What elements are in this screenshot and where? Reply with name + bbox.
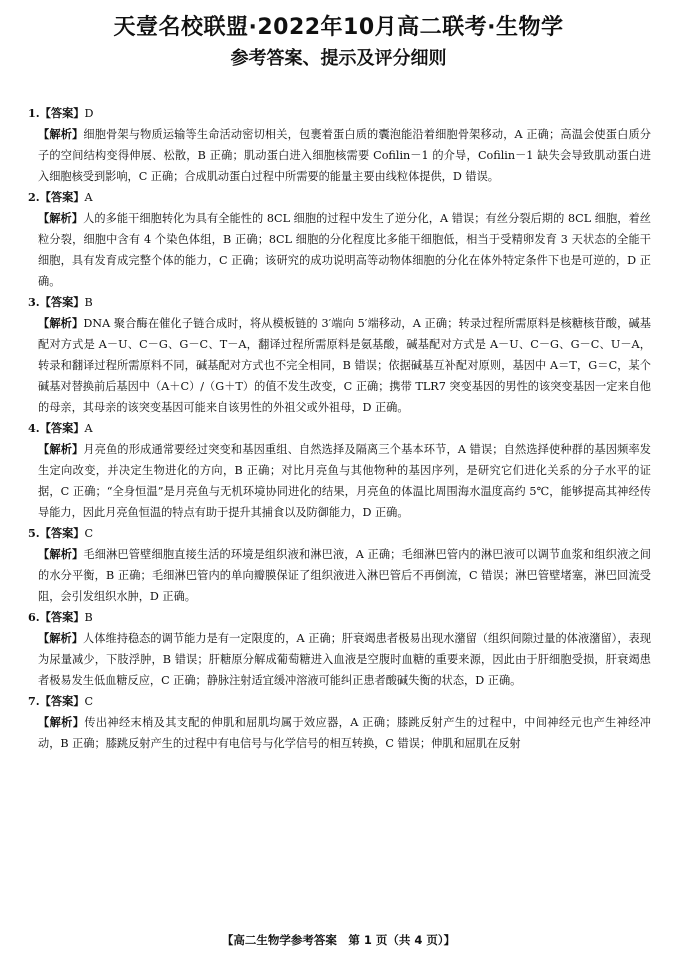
answer-tag: 【答案】	[39, 296, 85, 309]
answer-value: C	[84, 527, 94, 540]
question-number: 1.	[28, 106, 40, 120]
question-block	[28, 292, 651, 418]
answer-value: B	[84, 296, 93, 309]
answer-tag: 【答案】	[39, 107, 85, 120]
analysis-paragraph	[38, 124, 651, 187]
analysis-paragraph	[38, 712, 651, 754]
analysis-tag: 【解析】	[38, 548, 84, 561]
analysis-text: 细胞骨架与物质运输等生命活动密切相关，包裹着蛋白质的囊泡能沿着细胞骨架移动，A 正确；高温会使蛋白质分子的空间结构变得伸展、松散，B 正确；肌动蛋白进入细胞核需要 Cofilin－1 的介导，Cofilin－1 缺失会导致肌动蛋白进入细胞核受到影响，C 正确；合成肌动蛋白过程中所需要的能量主要由线粒体提供，D 错误。	[38, 128, 651, 183]
analysis-text: DNA 聚合酶在催化子链合成时，将从模板链的 3′端向 5′端移动，A 正确；转录过程所需原料是核糖核苷酸，碱基配对方式是 A－U、C－G、G－C、T－A，翻译过程所需原料是氨基酸，碱基配对方式是 A－U、C－G、G－C、U－A，转录和翻译过程所需原料不同，碱基配对方式也不完全相同，B 错误；依据碱基互补配对原则，基因中 A＝T，G＝C，某个碱基对替换前后基因中（A＋C）/（G＋T）的值不发生改变，C 正确；携带 TLR7 突变基因的男性的该突变基因一定来自他的母亲，其母亲的该突变基因可能来自该男性的外祖父或外祖母，D 正确。	[38, 317, 651, 414]
question-block	[28, 187, 651, 292]
answer-line	[28, 418, 651, 439]
analysis-text: 月亮鱼的形成通常要经过突变和基因重组、自然选择及隔离三个基本环节，A 错误；自然选择使种群的基因频率发生定向改变，并决定生物进化的方向，B 正确；对比月亮鱼与其他物种的基因序列，是研究它们进化关系的分子水平的证据，C 正确；“全身恒温”是月亮鱼与无机环境协同进化的结果，月亮鱼的体温比周围海水温度高约 5℃，能够提高其神经传导能力，因此月亮鱼恒温的特点有助于提升其捕食以及防御能力，D 正确。	[38, 443, 651, 519]
answer-tag: 【答案】	[39, 191, 85, 204]
analysis-paragraph	[38, 208, 651, 292]
answer-value: B	[84, 611, 93, 624]
question-number: 5.	[28, 526, 40, 540]
answer-line	[28, 691, 651, 712]
answer-line	[28, 103, 651, 124]
answers-content	[28, 103, 651, 754]
analysis-tag: 【解析】	[38, 212, 84, 225]
analysis-text: 毛细淋巴管壁细胞直接生活的环境是组织液和淋巴液，A 正确；毛细淋巴管内的淋巴液可以调节血浆和组织液之间的水分平衡，B 正确；毛细淋巴管内的单向瓣膜保证了组织液进入淋巴管后不再倒流，C 错误；淋巴管壁堵塞，淋巴回流受阻，会引发组织水肿，D 正确。	[38, 548, 651, 603]
analysis-tag: 【解析】	[38, 317, 84, 330]
analysis-paragraph	[38, 439, 651, 523]
analysis-paragraph	[38, 313, 651, 418]
answer-value: A	[84, 422, 93, 435]
analysis-tag: 【解析】	[38, 443, 84, 456]
question-block	[28, 103, 651, 187]
question-number: 3.	[28, 295, 40, 309]
answer-line	[28, 187, 651, 208]
analysis-tag: 【解析】	[38, 632, 83, 645]
answer-tag: 【答案】	[39, 422, 85, 435]
analysis-text: 人体维持稳态的调节能力是有一定限度的，A 正确；肝衰竭患者极易出现水潴留（组织间隙过量的体液潴留），表现为尿量减少，下肢浮肿，B 错误；肝糖原分解成葡萄糖进入血液是空腹时血糖的重要来源，因此由于肝细胞受损，肝衰竭患者极易发生低血糖反应，C 正确；静脉注射适宜缓冲溶液可能纠正患者酸碱失衡的状态，D 正确。	[38, 632, 651, 687]
answer-line	[28, 292, 651, 313]
analysis-tag: 【解析】	[38, 128, 84, 141]
question-block	[28, 691, 651, 754]
question-block	[28, 523, 651, 607]
question-number: 2.	[28, 190, 40, 204]
answer-line	[28, 607, 651, 628]
page-title: 天壹名校联盟·2022年10月高二联考·生物学	[113, 15, 564, 40]
answer-line	[28, 523, 651, 544]
answer-value: D	[84, 107, 94, 120]
answer-value: A	[84, 191, 93, 204]
question-block	[28, 418, 651, 523]
analysis-text: 人的多能干细胞转化为具有全能性的 8CL 细胞的过程中发生了逆分化，A 错误；有丝分裂后期的 8CL 细胞，着丝粒分裂，细胞中含有 4 个染色体组，B 正确；8CL 细胞的分化程度比多能干细胞低，相当于受精卵发育 3 天状态的全能干细胞，具有发育成完整个体的能力，C 正确；该研究的成功说明高等动物体细胞的分化在体外特定条件下也是可逆的，D 正确。	[38, 212, 651, 288]
analysis-text: 传出神经末梢及其支配的伸肌和屈肌均属于效应器，A 正确；膝跳反射产生的过程中，中间神经元也产生神经冲动，B 正确；膝跳反射产生的过程中有电信号与化学信号的相互转换，C 错误；伸肌和屈肌在反射	[38, 716, 651, 750]
analysis-paragraph	[38, 628, 651, 691]
question-number: 6.	[28, 610, 40, 624]
page-footer: 【高二生物学参考答案 第 1 页（共 4 页）】	[221, 933, 456, 947]
analysis-paragraph	[38, 544, 651, 607]
page-subtitle: 参考答案、提示及评分细则	[230, 48, 447, 69]
analysis-tag: 【解析】	[38, 716, 85, 729]
question-block	[28, 607, 651, 691]
question-number: 4.	[28, 421, 40, 435]
answer-tag: 【答案】	[39, 527, 85, 540]
answer-tag: 【答案】	[39, 695, 85, 708]
answer-tag: 【答案】	[39, 611, 85, 624]
answer-value: C	[84, 695, 94, 708]
question-number: 7.	[28, 694, 40, 708]
